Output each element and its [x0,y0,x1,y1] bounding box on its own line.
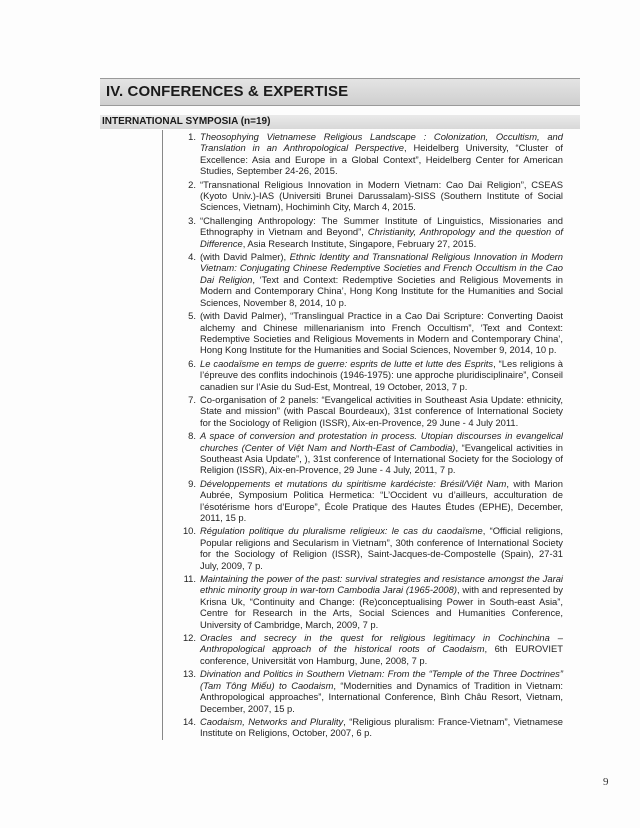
entry-title-italic: Caodaism, Networks and Plurality [200,715,344,727]
entry-number: 4. [188,251,196,263]
entry-details: , “Modernities and Dynamics of Tradition in Vietnam: Anthropological approaches”, International Conference, Bình Châu Resort, Vietnam, December, 2007, 15 p. [200,679,563,714]
symposium-entry [176,430,563,476]
entry-details: “Challenging Anthropology: The Summer Institute of Linguistics, Missionaries and Ethnography in Vietnam and Beyond”, [200,214,563,238]
section-title: IV. CONFERENCES & EXPERTISE [106,83,349,100]
entry-text [200,310,563,356]
subsection-title: INTERNATIONAL SYMPOSIA (n=19) [102,116,271,127]
entry-details: , with and represented by Krisna Uk, “Continuity and Change: (Re)conceptualising Power in South-east Asia”, Centre for Research in the Arts, Social Sciences and Humanities Conference, University of Cambridge, March, 2009, 7 p. [200,584,563,630]
entry-text [200,251,563,308]
entry-number: 14. [182,715,196,727]
entry-number: 8. [188,430,196,442]
entry-number: 7. [188,393,196,405]
symposia-list [176,131,563,741]
symposium-entry [176,215,563,249]
entry-number: 1. [188,131,196,142]
entry-number: 9. [188,477,196,489]
entry-text [200,131,563,177]
entry-number: 2. [188,178,196,190]
entry-details: (with David Palmer), “Translingual Practice in a Cao Dai Scripture: Converting Daoist alchemy and Chinese millenarianism into French Occultism”, ‘Text and Context: Redemptive Societies and Religious Movements in Modern and Contemporary China’, Hong Kong Institute for the Humanities and Social Sciences, November 9, 2014, 10 p. [200,310,563,356]
symposium-entry [176,310,563,356]
symposium-entry [176,668,563,714]
entry-title-italic: Le caodaïsme en temps de guerre: esprits de lutte et lutte des Esprits [200,357,494,369]
symposium-entry [176,525,563,571]
entry-text [200,716,563,739]
entry-text [200,430,563,476]
entry-details: , ‘Text and Context: Redemptive Societies and Religious Movements in Modern and Contemporary China’, Hong Kong Institute for the Humanities and Social Sciences, November 8, 2014, 10 p. [200,273,563,308]
margin-rule [162,130,163,740]
section-header-band [100,78,580,106]
entry-title-italic: Theosophying Vietnamese Religious Landscape : Colonization, Occultism, and Translation in an Anthropological Perspective [200,131,563,154]
entry-title-italic: Ethnic Identity and Transnational Religious Innovation in Modern Vietnam: Conjugating Chinese Redemptive Societies and French Occultism in the Cao Dai Religion [200,251,563,285]
entry-title-italic: Oracles and secrecy in the quest for religious legitimacy in Cochinchina – Anthropological approach of the historical roots of Caodaism [200,632,563,655]
entry-text [200,525,563,571]
entry-details: , “Evangelical activities in Southeast Asia Update”, ), 31st conference of International Society for the Sociology of Religion (ISSR), Aix-en-Provence, 29 June - 4 July, 2011, 7 p. [200,441,564,476]
entry-details: (with David Palmer), [200,251,290,263]
entry-number: 3. [188,214,196,226]
entry-details: , “Religious pluralism: France-Vietnam”, Vietnamese Institute on Religions, October, 2007, 6 p. [200,715,563,739]
entry-number: 12. [182,632,196,644]
entry-text [200,632,563,666]
symposium-entry [176,394,563,428]
entry-number: 11. [183,573,196,585]
entry-number: 5. [188,310,196,322]
entry-title-italic: Maintaining the power of the past: survival strategies and resistance amongst the Jarai ethnic minority group in war-torn Cambodia Jarai (1965-2008) [200,573,563,596]
entry-title-italic: Régulation politique du pluralisme religieux: le cas du caodaïsme [200,525,483,537]
entry-details: Co-organisation of 2 panels: “Evangelical activities in Southeast Asia Update: ethnicity, State and mission” (with Pascal Bourdeaux), 31st conference of International Society for the Sociology of Religion (ISSR), Aix-en-Provence, 29 June - 4 July 2011. [200,393,563,428]
entry-title-italic: Christianity, Anthropology and the question of Difference [200,226,564,249]
entry-details: , 6th EUROVIET conference, Universität von Hamburg, June, 2008, 7 p. [200,643,563,666]
entry-title-italic: Développements et mutations du spiritisme kardéciste: Brésil/Việt Nam [200,477,507,489]
symposium-entry [176,632,563,666]
entry-text [200,668,563,714]
entry-details: , Asia Research Institute, Singapore, February 27, 2015. [242,237,477,249]
entry-number: 13. [182,668,196,680]
entry-title-italic: A space of conversion and protestation in process. Utopian discourses in evangelical churches (Center of Việt Nam and North-East of Cambodia) [200,430,563,453]
entry-text [200,394,563,428]
entry-text [200,179,563,213]
symposium-entry [176,358,563,392]
symposium-entry [176,179,563,213]
entry-number: 6. [188,357,196,369]
entry-number: 10. [182,525,196,537]
entry-text [200,358,563,392]
symposium-entry [176,478,563,524]
entry-details: , “Les religions à l’épreuve des conflits indochinois (1946-1975): une approche pluridisciplinaire”, Conseil canadien sur l’Asie du Sud-Est, Montreal, 19 October, 2013, 7 p. [200,357,563,392]
entry-details: “Transnational Religious Innovation in Modern Vietnam: Cao Dai Religion”, CSEAS (Kyoto Univ.)-IAS (Universiti Brunei Darussalam)-SISS (Southern Institute of Social Sciences, Vietnam), Hochiminh City, March 4, 2015. [200,178,563,213]
entry-details: , “Official religions, Popular religions and Secularism in Vietnam”, 30th conference of International Society for the Sociology of Religion (ISSR), Saint-Jacques-de-Compostelle (Spain), 27-31 July, 2009, 7 p. [200,525,563,571]
page-number: 9 [603,776,609,788]
entry-title-italic: Divination and Politics in Southern Vietnam: From the “Temple of the Three Doctrines” (Tam Tông Miếu) to Caodaism [200,668,563,691]
symposium-entry [176,251,563,308]
symposium-entry [176,573,563,630]
symposium-entry [176,131,563,177]
entry-text [200,215,563,249]
entry-text [200,573,563,630]
subsection-header-band [100,115,580,129]
entry-details: , with Marion Aubrée, Symposium Politica Hermetica: “L’Occident vu d’ailleurs, acculturation de l’ésotérisme hors d’Europe”, École Pratique des Hautes Études (EPHE), December, 2011, 15 p. [200,477,563,523]
symposium-entry [176,716,563,739]
entry-text [200,478,563,524]
entry-details: , Heidelberg University, “Cluster of Excellence: Asia and Europe in a Global Context”, Heidelberg Center for American Studies, September 24-26, 2015. [200,142,563,177]
